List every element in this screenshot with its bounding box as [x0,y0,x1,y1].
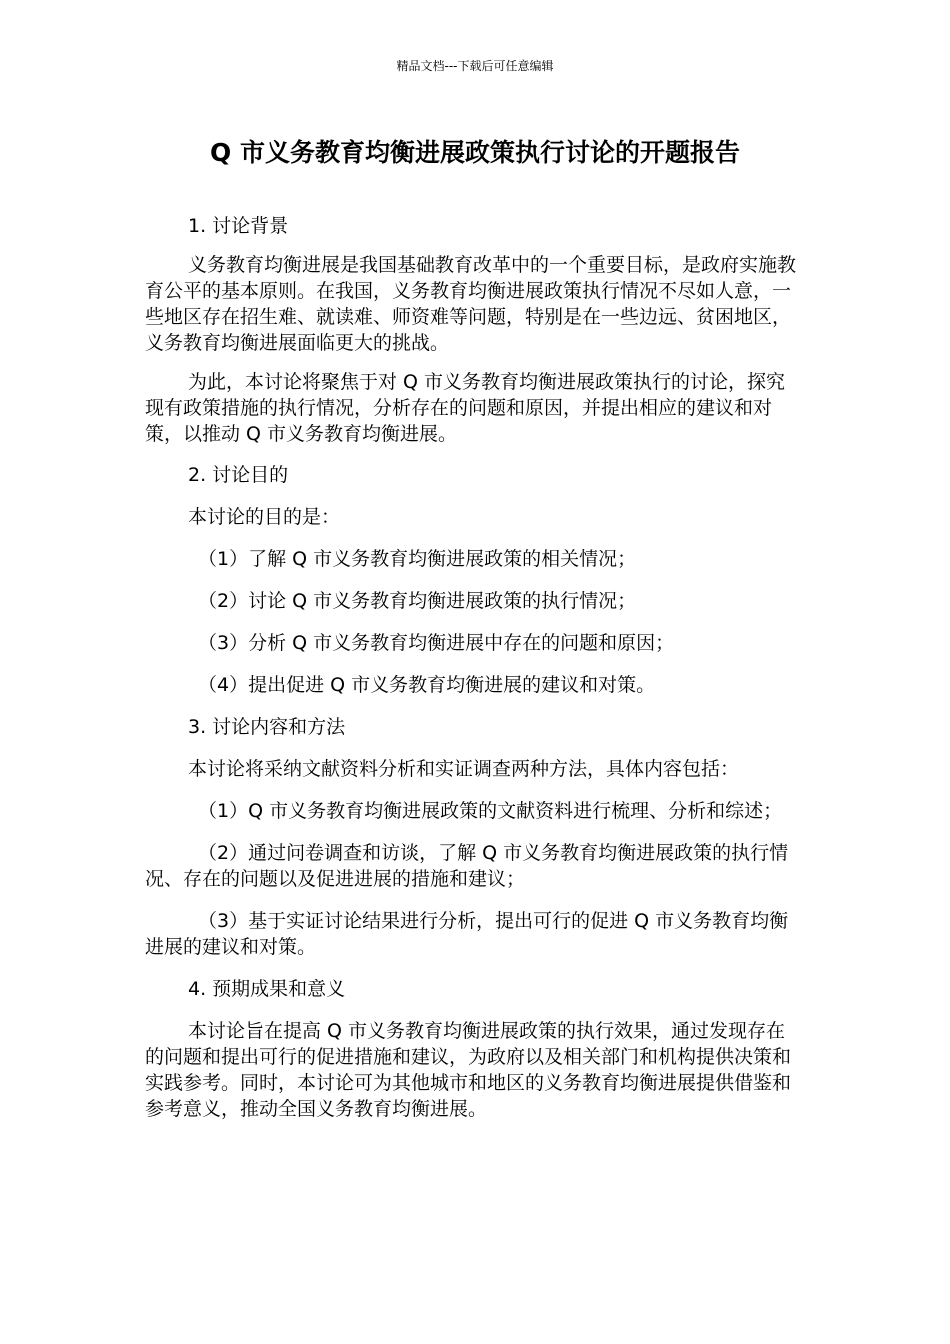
document-title: Q 市义务教育均衡进展政策执行讨论的开题报告 [210,138,740,167]
section-heading-outcomes: 4. 预期成果和意义 [188,978,346,1000]
purpose-intro: 本讨论的目的是： [188,506,341,528]
section-heading-content-method: 3. 讨论内容和方法 [188,716,346,738]
content-method-item-1: （1）Q 市义务教育均衡进展政策的文献资料进行梳理、分析和综述； [198,800,783,822]
purpose-item-3: （3）分析 Q 市义务教育均衡进展中存在的问题和原因； [198,632,675,654]
purpose-item-1: （1）了解 Q 市义务教育均衡进展政策的相关情况； [198,548,637,570]
outcomes-paragraph: 本讨论旨在提高 Q 市义务教育均衡进展政策的执行效果，通过发现存在的问题和提出可行的促进措施和建议，为政府以及相关部门和机构提供决策和实践参考。同时，本讨论可为其他城市和地区的义务教育均衡进展提供借鉴和参考意义，推动全国义务教育均衡进展。 [145,1020,792,1120]
document-body [145,213,800,1122]
content-method-item-3: （3）基于实证讨论结果进行分析，提出可行的促进 Q 市义务教育均衡进展的建议和对策。 [145,910,789,958]
section-heading-purpose: 2. 讨论目的 [188,464,289,486]
purpose-item-4: （4）提出促进 Q 市义务教育均衡进展的建议和对策。 [198,674,656,696]
content-method-item-2: （2）通过问卷调查和访谈，了解 Q 市义务教育均衡进展政策的执行情况、存在的问题以及促进进展的措施和建议； [145,842,789,890]
section-heading-background: 1. 讨论背景 [188,215,289,237]
purpose-item-2: （2）讨论 Q 市义务教育均衡进展政策的执行情况； [198,590,637,612]
content-method-intro: 本讨论将采纳文献资料分析和实证调查两种方法，具体内容包括： [188,758,740,780]
background-paragraph-2: 为此，本讨论将聚焦于对 Q 市义务教育均衡进展政策执行的讨论，探究现有政策措施的执行情况，分析存在的问题和原因，并提出相应的建议和对策，以推动 Q 市义务教育均衡进展。 [145,371,786,445]
background-paragraph-1: 义务教育均衡进展是我国基础教育改革中的一个重要目标，是政府实施教育公平的基本原则。在我国，义务教育均衡进展政策执行情况不尽如人意，一些地区存在招生难、就读难、师资难等问题，特别是在一些边远、贫困地区，义务教育均衡进展面临更大的挑战。 [145,254,797,354]
header-note: 精品文档---下载后可任意编辑 [396,59,554,73]
